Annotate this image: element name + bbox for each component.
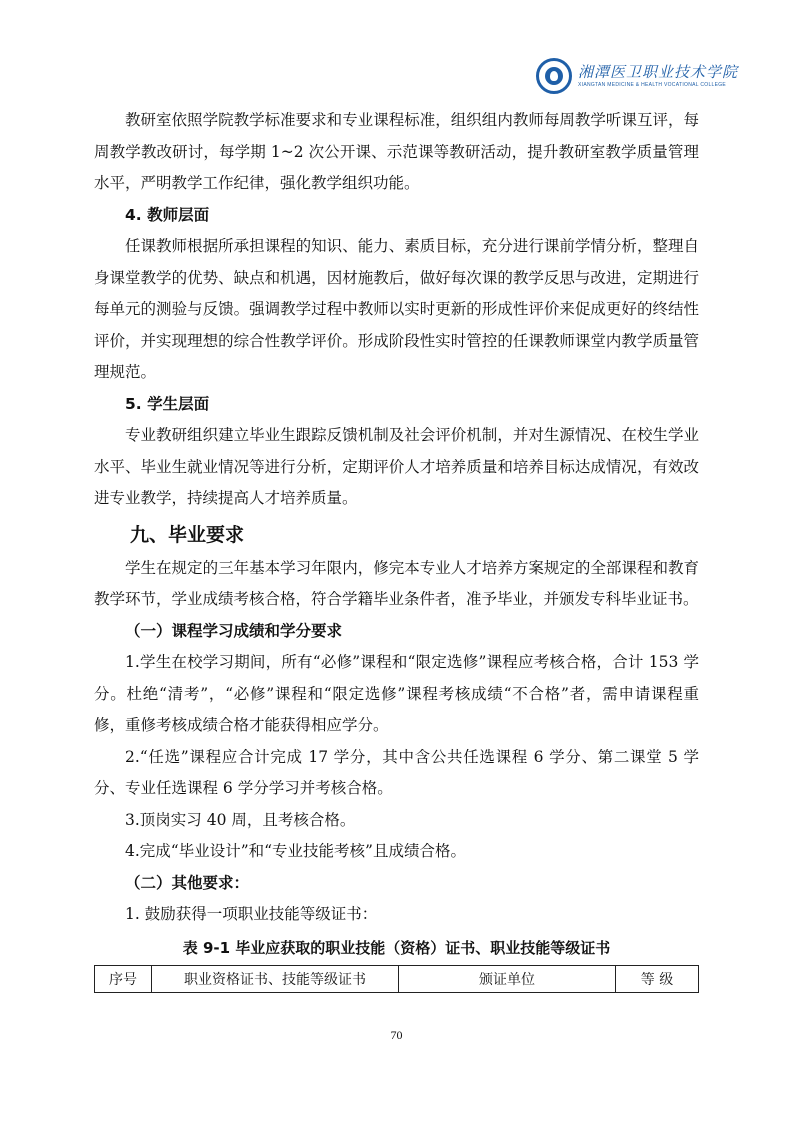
col-header-issuer: 颁证单位 [399, 965, 616, 992]
paragraph-student-level: 专业教研组织建立毕业生跟踪反馈机制及社会评价机制，并对生源情况、在校生学业水平、毕业生就业情况等进行分析，定期评价人才培养质量和培养目标达成情况，有效改进专业教学，持续提高人才培养质量。 [94, 426, 699, 507]
certificate-table [94, 965, 699, 993]
college-name-cn: 湘潭医卫职业技术学院 [578, 63, 739, 81]
paragraph-certificate: 1. 鼓励获得一项职业技能等级证书： [125, 905, 378, 923]
paragraph-internship: 3.顶岗实习 40 周，且考核合格。 [125, 810, 356, 829]
table-header-row [95, 965, 699, 992]
college-logo [536, 58, 738, 94]
heading-student-level: 5. 学生层面 [125, 394, 210, 413]
heading-graduation-requirements: 九、毕业要求 [130, 523, 245, 546]
page-number: 70 [390, 1028, 403, 1042]
document-body [94, 105, 699, 993]
paragraph-graduation: 学生在规定的三年基本学习年限内，修完本专业人才培养方案规定的全部课程和教育教学环节，学业成绩考核合格，符合学籍毕业条件者，准予毕业，并颁发专科毕业证书。 [94, 558, 699, 608]
paragraph-teacher-level: 任课教师根据所承担课程的知识、能力、素质目标，充分进行课前学情分析，整理自身课堂教学的优势、缺点和机遇，因材施教后，做好每次课的教学反思与改进，定期进行每单元的测验与反馈。强调教学过程中教师以实时更新的形成性评价来促成更好的终结性评价，并实现理想的综合性教学评价。形成阶段性实时管控的任课教师课堂内教学质量管理规范。 [94, 237, 699, 381]
col-header-certificate: 职业资格证书、技能等级证书 [152, 965, 399, 992]
heading-credit-requirements: （一）课程学习成绩和学分要求 [125, 621, 343, 640]
paragraph-elective-courses: 2.“任选”课程应合计完成 17 学分，其中含公共任选课程 6 学分、第二课堂 5 学分、专业任选课程 6 学分学习并考核合格。 [94, 747, 699, 797]
paragraph-graduation-design: 4.完成“毕业设计”和“专业技能考核”且成绩合格。 [125, 842, 466, 860]
college-name-block [578, 63, 738, 89]
paragraph-teaching-research: 教研室依照学院教学标准要求和专业课程标准，组织组内教师每周教学听课互评，每周教学教改研讨，每学期 1~2 次公开课、示范课等教研活动，提升教研室教学质量管理水平，严明教学工作纪律，强化教学组织功能。 [94, 111, 699, 192]
col-header-number: 序号 [95, 965, 152, 992]
heading-other-requirements: （二）其他要求： [125, 873, 250, 892]
paragraph-required-courses: 1.学生在校学习期间，所有“必修”课程和“限定选修”课程应考核合格，合计 153 学分。杜绝“清考”，“必修”课程和“限定选修”课程考核成绩“不合格”者，需申请课程重修，重修考核成绩合格才能获得相应学分。 [94, 653, 699, 734]
table-caption: 表 9-1 毕业应获取的职业技能（资格）证书、职业技能等级证书 [182, 938, 611, 957]
college-name-en: XIANGTAN MEDICINE & HEALTH VOCATIONAL COLLEGE [578, 82, 727, 88]
heading-teacher-level: 4. 教师层面 [125, 205, 210, 224]
college-emblem-icon [536, 58, 572, 94]
col-header-level: 等 级 [616, 965, 699, 992]
